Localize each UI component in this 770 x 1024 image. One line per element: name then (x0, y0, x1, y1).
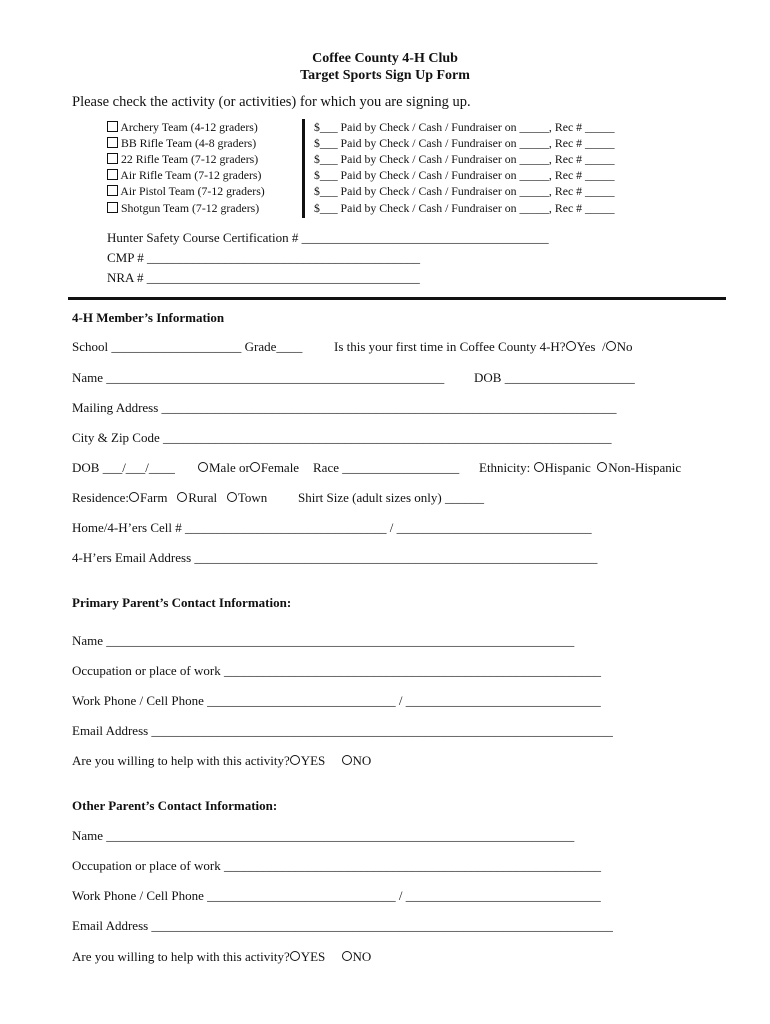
activity-label: Shotgun Team (7-12 graders) (120, 201, 260, 215)
payment-line-shotgun[interactable]: $___ Paid by Check / Cash / Fundraiser on _____, Rec # _____ (314, 201, 615, 215)
non-hispanic-radio[interactable] (597, 462, 607, 472)
female-radio[interactable] (250, 462, 260, 472)
dob-date-field[interactable]: DOB ___/___/____ (72, 460, 175, 475)
first-time-question (334, 339, 633, 355)
school-grade-field[interactable]: School ____________________ Grade____ (72, 339, 303, 354)
male-label: Male (209, 460, 236, 475)
gender-options (198, 460, 299, 476)
residence-options (72, 490, 267, 506)
farm-radio[interactable] (129, 492, 139, 502)
farm-label: Farm (140, 490, 168, 505)
hunter-safety-field[interactable]: Hunter Safety Course Certification # ______________________________________ (107, 230, 549, 245)
activity-label: 22 Rifle Team (7-12 graders) (120, 152, 259, 166)
other-help-question (72, 949, 371, 965)
hispanic-label: Hispanic (544, 460, 591, 475)
checkbox-shotgun[interactable] (107, 202, 118, 213)
other-help-yes-radio[interactable] (290, 951, 300, 961)
member-email-field[interactable]: 4-H’ers Email Address ______________________________________________________________ (72, 550, 598, 565)
ethnicity-options (479, 460, 681, 476)
help-label: Are you willing to help with this activity? (72, 753, 290, 768)
activity-22-rifle[interactable] (107, 152, 258, 167)
payment-line-air-rifle[interactable]: $___ Paid by Check / Cash / Fundraiser on _____, Rec # _____ (314, 168, 615, 182)
primary-help-no-radio[interactable] (342, 755, 352, 765)
race-field[interactable]: Race __________________ (313, 460, 460, 475)
activity-label: Air Rifle Team (7-12 graders) (120, 168, 262, 182)
other-parent-heading: Other Parent’s Contact Information: (72, 798, 278, 813)
activity-divider (302, 119, 305, 218)
instruction-text: Please check the activity (or activities) for which you are signing up. (72, 94, 471, 110)
slash-separator: / (601, 339, 606, 354)
yes-label: YES (300, 949, 326, 964)
non-hispanic-label: Non-Hispanic (608, 460, 682, 475)
shirt-size-field[interactable]: Shirt Size (adult sizes only) ______ (298, 490, 484, 505)
checkbox-air-rifle[interactable] (107, 169, 118, 180)
cmp-field[interactable]: CMP # __________________________________________ (107, 250, 420, 265)
no-label: NO (352, 753, 372, 768)
other-occupation-field[interactable]: Occupation or place of work __________________________________________________________ (72, 858, 601, 873)
town-label: Town (237, 490, 268, 505)
first-time-label: Is this your first time in Coffee County 4-H? (334, 339, 566, 354)
nra-field[interactable]: NRA # __________________________________________ (107, 270, 420, 285)
activity-bb-rifle[interactable] (107, 136, 256, 151)
form-title: Coffee County 4-H Club (312, 51, 458, 66)
section-divider (68, 297, 726, 300)
member-name-field[interactable]: Name ____________________________________________________ (72, 370, 445, 385)
activity-label: Archery Team (4-12 graders) (120, 120, 258, 134)
yes-label: YES (300, 753, 326, 768)
activity-label: Air Pistol Team (7-12 graders) (120, 184, 265, 198)
activity-air-pistol[interactable] (107, 184, 265, 199)
payment-line-air-pistol[interactable]: $___ Paid by Check / Cash / Fundraiser on _____, Rec # _____ (314, 184, 615, 198)
hispanic-radio[interactable] (534, 462, 544, 472)
city-zip-field[interactable]: City & Zip Code _____________________________________________________________________ (72, 430, 612, 445)
primary-name-field[interactable]: Name ________________________________________________________________________ (72, 633, 575, 648)
first-time-yes-radio[interactable] (566, 341, 576, 351)
ethnicity-label: Ethnicity: (479, 460, 531, 475)
primary-email-field[interactable]: Email Address _______________________________________________________________________ (72, 723, 613, 738)
checkbox-archery[interactable] (107, 121, 118, 132)
activity-air-rifle[interactable] (107, 168, 261, 183)
member-cell-field[interactable]: Home/4-H’ers Cell # _______________________________ / ______________________________ (72, 520, 592, 535)
primary-phone-field[interactable]: Work Phone / Cell Phone _____________________________ / ______________________________ (72, 693, 601, 708)
activity-archery[interactable] (107, 120, 258, 135)
member-section-heading: 4-H Member’s Information (72, 310, 225, 325)
other-help-no-radio[interactable] (342, 951, 352, 961)
town-radio[interactable] (227, 492, 237, 502)
rural-radio[interactable] (177, 492, 187, 502)
payment-line-archery[interactable]: $___ Paid by Check / Cash / Fundraiser on _____, Rec # _____ (314, 120, 615, 134)
payment-line-bb-rifle[interactable]: $___ Paid by Check / Cash / Fundraiser on _____, Rec # _____ (314, 136, 615, 150)
yes-label: Yes (576, 339, 596, 354)
no-label: NO (352, 949, 372, 964)
checkbox-air-pistol[interactable] (107, 185, 118, 196)
no-label: No (616, 339, 633, 354)
rural-label: Rural (188, 490, 218, 505)
form-subtitle: Target Sports Sign Up Form (300, 68, 470, 83)
help-label: Are you willing to help with this activity? (72, 949, 290, 964)
first-time-no-radio[interactable] (606, 341, 616, 351)
payment-line-22-rifle[interactable]: $___ Paid by Check / Cash / Fundraiser on _____, Rec # _____ (314, 152, 615, 166)
checkbox-bb-rifle[interactable] (107, 137, 118, 148)
activity-shotgun[interactable] (107, 201, 259, 216)
other-phone-field[interactable]: Work Phone / Cell Phone _____________________________ / ______________________________ (72, 888, 601, 903)
primary-parent-heading: Primary Parent’s Contact Information: (72, 595, 292, 610)
mailing-address-field[interactable]: Mailing Address ______________________________________________________________________ (72, 400, 617, 415)
primary-occupation-field[interactable]: Occupation or place of work __________________________________________________________ (72, 663, 601, 678)
primary-help-question (72, 753, 371, 769)
primary-help-yes-radio[interactable] (290, 755, 300, 765)
activity-label: BB Rifle Team (4-8 graders) (120, 136, 257, 150)
male-radio[interactable] (198, 462, 208, 472)
member-dob-field[interactable]: DOB ____________________ (474, 370, 635, 385)
other-email-field[interactable]: Email Address _______________________________________________________________________ (72, 918, 613, 933)
checkbox-22-rifle[interactable] (107, 153, 118, 164)
other-name-field[interactable]: Name ________________________________________________________________________ (72, 828, 575, 843)
female-label: Female (260, 460, 300, 475)
residence-label: Residence: (72, 490, 130, 505)
or-label: or (238, 460, 250, 475)
